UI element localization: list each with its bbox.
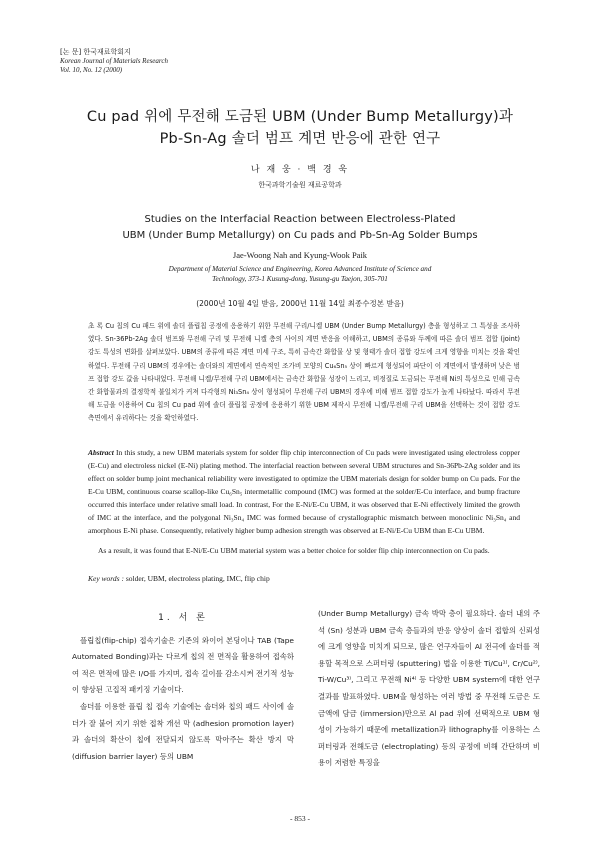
- body-column-right: [318, 606, 540, 772]
- title-english-line2: UBM (Under Bump Metallurgy) on Cu pads and Pb-Sn-Ag Solder Bumps: [122, 230, 478, 241]
- body-column-left: [72, 610, 294, 765]
- body-paragraph-3: (Under Bump Metallurgy) 금속 박막 층이 필요하다. 솔더 내의 주석 (Sn) 성분과 UBM 금속 층들과의 반응 양상이 솔더 접합의 신뢰성에 크게 영향을 미치게 되므로, 많은 연구자들이 Al 전극에 솔더를 적용할 목적으로 스퍼터링 (sputtering) 법을 이용한 Ti/Cu¹⁾, Cr/Cu²⁾, Ti-W/Cu³⁾, 그리고 무전해 Ni⁴⁾ 등 다양한 UBM system에 대한 연구 결과를 발표하였다. UBM을 형성하는 여러 방법 중 무전해 도금은 도금액에 담금 (immersion)만으로 Al pad 위에 선택적으로 UBM 형성이 가능하기 때문에 metallization과 lithography를 이용하는 스퍼터링과 전해도금 (electroplating) 등의 공정에 비해 간단하며 비용이 저렴한 특징을: [318, 609, 540, 768]
- authors-korean: 나 재 웅 · 백 경 욱: [250, 165, 350, 175]
- abstract-label: Abstract: [88, 448, 114, 457]
- title-korean-line1: Cu pad 위에 무전해 도금된 UBM (Under Bump Metallurgy)과: [86, 109, 514, 125]
- keywords-text: solder, UBM, electroless plating, IMC, flip chip: [125, 574, 270, 583]
- affiliation-english: [40, 264, 560, 284]
- affiliation-english-line1: Department of Material Science and Engineering, Korea Advanced Institute of Science and: [168, 265, 432, 273]
- body-paragraph-1: 플립칩(flip-chip) 접속기술은 기존의 와이어 본딩이나 TAB (Tape Automated Bonding)과는 다르게 칩의 전 면적을 활용하여 접속하여 적은 면적에 많은 I/O를 가지며, 접속 길이를 감소시켜 전기적 성능이 향상된 고집적 패키징 기술이다.: [72, 635, 294, 695]
- journal-name-en: Korean Journal of Materials Research: [60, 57, 168, 65]
- abstract-english-text: In this study, a new UBM materials system for solder flip chip interconnection of Cu pads were investigated using electroless copper (E-Cu) and electroless nickel (E-Ni) plating method. The interfacial reaction between several UBM structures and Sn-36Pb-2Ag solder and its effect on solder bump joint mechanical reliability were investigated to optimize the UBM materials design for solder bump on Cu pads. For the E-Cu UBM, continuous coarse scallop-like Cu₆Sn₅ intermetallic compound (IMC) was formed at the solder/E-Cu interface, and bump fracture occurred this interface under relative small load. In contrast, For the E-Ni/E-Cu UBM, it was observed that E-Ni effectively limited the growth of IMC at the interface, and the polygonal Ni₃Sn₄ IMC was formed because of crystallographic mismatch between monoclinic Ni₃Sn₄ and amorphous E-Ni phase. Consequently, relatively higher bump adhesion strength was observed at E-Ni/E-Cu UBM than E-Cu UBM.: [88, 448, 520, 535]
- abstract-korean: 초 록 Cu 칩의 Cu 패드 위에 솔더 플립칩 공정에 응용하기 위한 무전해 구리/니켈 UBM (Under Bump Metallurgy) 층을 형성하고 그 특성을 조사하였다. Sn-36Pb-2Ag 솔더 범프와 무전해 구리 및 무전해 니켈 층의 사이의 계면 반응을 이해하고, UBM의 종류와 두께에 따른 솔더 범프 접합 (joint) 강도 특성의 변화를 살펴보았다. UBM의 종류에 따른 계면 미세 구조, 특히 금속간 화합물 상 및 형태가 솔더 접합 강도에 크게 영향을 미치는 것을 확인하였다. 무전해 구리 UBM의 경우에는 솔더와의 계면에서 연속적인 조가비 모양의 Cu₆Sn₅ 상이 빠르게 형성되어 파단이 이 계면에서 발생하며 낮은 범프 접합 강도 값을 나타내었다. 무전해 니켈/무전해 구리 UBM에서는 금속간 화합물 성장이 느리고, 비정질로 도금되는 무전해 Ni의 특성으로 인해 금속간 화합물과의 결정학적 불일치가 커져 다각형의 Ni₃Sn₄ 상이 형성되어 무전해 구리 UBM의 경우에 비해 범프 접합 강도가 높게 나타났다. 따라서 무전해 도금을 이용하여 Cu 칩의 Cu pad 위에 솔더 플립칩 공정에 응용하기 위한 UBM 제작시 무전해 니켈/무전해 구리 UBM을 선택하는 것이 접합 강도 측면에서 유리하다는 것을 확인하였다.: [88, 322, 520, 423]
- journal-category: [논 문] 한국재료학회지: [60, 48, 131, 56]
- received-dates: (2000년 10월 4일 받음, 2000년 11월 14일 최종수정본 받음): [196, 299, 404, 308]
- body-paragraph-2: 솔더를 이용한 플립 칩 접속 기술에는 솔더와 칩의 패드 사이에 솔더가 잘 붙어 지기 위한 접착 개선 막 (adhesion promotion layer)과 솔더의 확산이 칩에 전달되지 않도록 막아주는 확산 방지 막(diffusion barrier layer) 등의 UBM: [72, 701, 294, 761]
- keywords: [88, 574, 520, 583]
- keywords-label: Key words :: [88, 574, 124, 583]
- title-english-line1: Studies on the Interfacial Reaction between Electroless-Plated: [144, 214, 456, 225]
- title-korean: [40, 106, 560, 150]
- section-heading-introduction: 1. 서 론: [158, 613, 208, 623]
- abstract-english-conclusion: As a result, it was found that E-Ni/E-Cu UBM material system was a better choice for solder flip chip interconnection on Cu pads.: [98, 546, 490, 555]
- title-english: [40, 212, 560, 244]
- affiliation-korean: 한국과학기술원 재료공학과: [258, 181, 342, 189]
- page-number: - 853 -: [290, 814, 310, 823]
- journal-volume: Vol. 10, No. 12 (2000): [60, 66, 123, 74]
- title-korean-line2: Pb-Sn-Ag 솔더 범프 계면 반응에 관한 연구: [159, 131, 441, 147]
- abstract-english: [88, 446, 520, 537]
- journal-header: [60, 48, 168, 75]
- authors-english: Jae-Woong Nah and Kyung-Wook Paik: [232, 250, 368, 260]
- affiliation-english-line2: Technology, 373-1 Kusung-dong, Yusung-gu Taejon, 305-701: [212, 275, 388, 283]
